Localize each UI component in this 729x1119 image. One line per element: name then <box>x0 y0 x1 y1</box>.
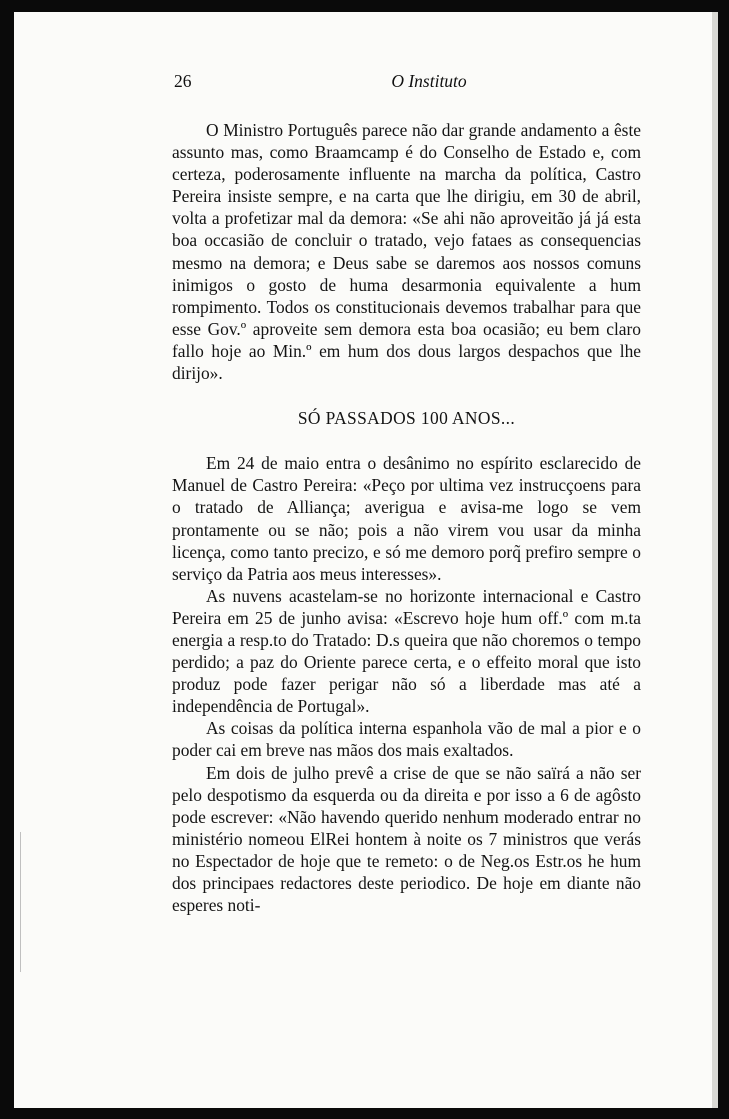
paragraph: O Ministro Português parece não dar grande andamento a êste assunto mas, como Braamcamp é do Conselho de Estado e, com certeza, poderosamente influente na marcha da política, Castro Pereira insiste sempre, e na carta que lhe dirigiu, em 30 de abril, volta a profetizar mal da demora: «Se ahi não aproveitão já já esta boa occasião de concluir o tratado, vejo fataes as consequencias mesmo na demora; e Deus sabe se daremos aos nossos comuns inimigos o gosto de huma desarmonia equivalente a hum rompimento. Todos os constitucionais devemos trabalhar para que esse Gov.º aproveite sem demora esta boa ocasião; eu bem claro fallo hoje ao Min.º em hum dos dous largos despachos que lhe dirijo». <box>172 120 641 384</box>
paragraph: Em 24 de maio entra o desânimo no espírito esclarecido de Manuel de Castro Pereira: «Peço por ultima vez instrucçoens para o tratado de Alliança; averigua e avisa-me logo se vem prontamente ou se não; pois a não virem vou usar da minha licença, como tanto precizo, e só me demoro porq̃ prefiro sempre o serviço da Patria aos meus interesses». <box>172 453 641 584</box>
page-header <box>174 71 644 95</box>
paragraph: Em dois de julho prevê a crise de que se não saïrá a não ser pelo despotismo da esquerda ou da direita e por isso a 6 de agôsto pode escrever: «Não havendo querido nenhum moderado entrar no ministério nomeou ElRei hontem à noite os 7 ministros que verás no Espectador de hoje que te remeto: o de Neg.os Estr.os he hum dos principaes redactores deste periodico. De hoje em diante não esperes noti- <box>172 762 641 916</box>
paragraph: As coisas da política interna espanhola vão de mal a pior e o poder cai em breve nas mãos dos mais exaltados. <box>172 718 641 761</box>
scan-crease-mark <box>20 832 21 972</box>
body-text <box>172 119 641 916</box>
page-number: 26 <box>174 71 192 91</box>
running-title: O Instituto <box>391 71 467 91</box>
section-title: SÓ PASSADOS 100 ANOS... <box>297 408 516 429</box>
paragraph: As nuvens acastelam-se no horizonte internacional e Castro Pereira em 25 de junho avisa: «Escrevo hoje hum off.º com m.ta energia a resp.to do Tratado: D.s queira que não choremos o tempo perdido; a paz do Oriente parece certa, e o effeito moral que isto produz pode fazer perigar não só a liberdade mas até a independência de Portugal». <box>172 585 641 717</box>
